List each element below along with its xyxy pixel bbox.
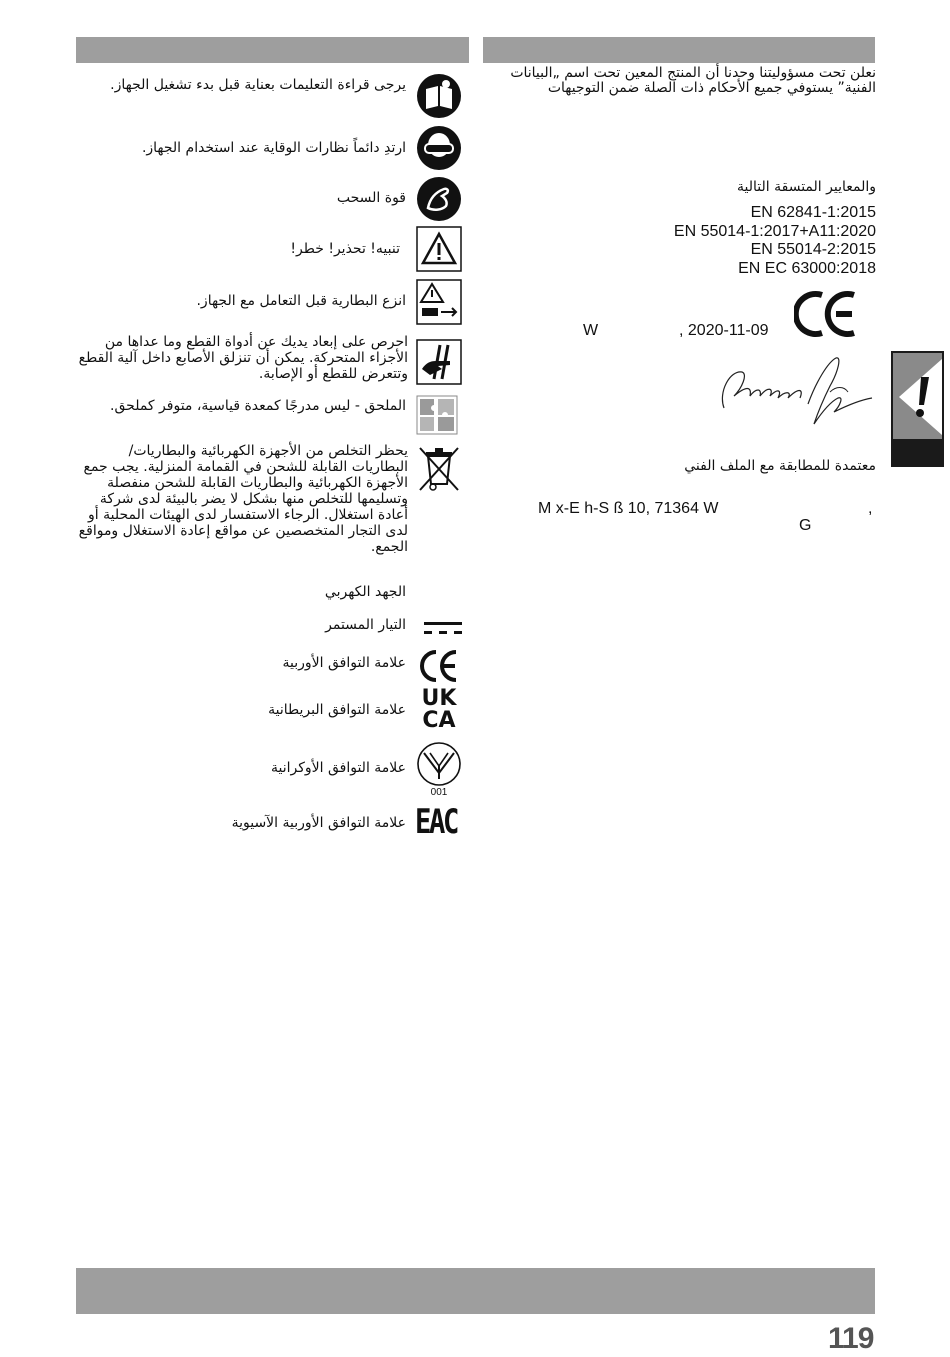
arm-strength-icon xyxy=(416,176,462,222)
safety-section-tab xyxy=(891,351,944,467)
right-header-bar xyxy=(483,37,875,63)
legend-row-pull-force xyxy=(76,176,466,222)
warning-triangle-icon xyxy=(416,226,462,272)
signature-image xyxy=(712,352,876,432)
direct-current-icon xyxy=(422,618,464,638)
left-header-bar xyxy=(76,37,469,63)
standards-list xyxy=(485,204,876,278)
legend-text: يرجى قراءة التعليمات بعناية قبل بدء تشغيل الجهاز. xyxy=(110,77,406,93)
crossed-bin-icon xyxy=(416,444,462,492)
legend-row-ukca xyxy=(76,688,466,736)
legend-text: انزع البطارية قبل التعامل مع الجهاز. xyxy=(196,293,406,309)
ce-mark-icon xyxy=(794,290,858,338)
standards-intro: والمعايير المتسقة التالية xyxy=(737,179,876,195)
legend-row-warning xyxy=(76,226,466,272)
place-initial: W xyxy=(583,322,599,339)
legend-row-goggles xyxy=(76,125,466,171)
read-manual-icon xyxy=(416,73,462,119)
ukca-mark-icon: UK CA xyxy=(421,686,457,733)
legend-row-remove-battery xyxy=(76,279,466,325)
legend-row-disposal xyxy=(76,442,466,570)
legend-text: الجهد الكهربي xyxy=(324,584,406,600)
legend-text: علامة التوافق الأوكرانية xyxy=(270,760,406,776)
standard-item: EN 62841-1:2015 xyxy=(750,204,876,221)
standard-item: EN EC 63000:2018 xyxy=(738,259,876,277)
standard-item: EN 55014-1:2017+A11:2020 xyxy=(673,222,876,240)
legend-text: علامة التوافق الأوربية xyxy=(282,655,406,671)
accessory-icon xyxy=(416,395,458,435)
legend-row-hand-hazard xyxy=(76,333,466,389)
hand-cut-hazard-icon xyxy=(416,339,462,385)
safety-goggles-icon xyxy=(416,125,462,171)
legend-text: الملحق - ليس مدرجًا كمعدة قياسية، متوفر كملحق. xyxy=(110,398,406,414)
technical-file-note: معتمدة للمطابقة مع الملف الفني xyxy=(684,458,876,474)
warning-exclamation-icon xyxy=(893,353,942,439)
conformity-declaration: نعلن تحت مسؤوليتنا وحدنا أن المنتج المعين تحت اسم „البيانات الفنية” يستوفي جميع الأحكام ذات الصلة ضمن التوجيهات xyxy=(510,65,876,96)
legend-text: يحظر التخلص من الأجهزة الكهربائية والبطاريات/البطاريات القابلة للشحن في القمامة المنزلية. يجب جمع الأجهزة الكهربائية والبطاريات القابلة للشحن منفصلة وتسليمها للتخلص منها بشكل لا يضر بالبيئة لدى شركة أعادة استغلال. الرجاء الاستفسار لدى الهيئات المحلية أو لدى التجار المتخصصين عن مواقع إعادة الاستغلال ومواقع الجمع. xyxy=(78,443,408,555)
ukraine-mark-icon xyxy=(416,741,462,787)
page-number: 119 xyxy=(828,1322,874,1355)
legend-row-ce xyxy=(76,646,466,686)
address-comma: , xyxy=(868,500,873,517)
legend-row-eac xyxy=(76,802,466,843)
legend-text: قوة السحب xyxy=(336,190,406,206)
legend-row-ukraine xyxy=(76,741,466,799)
legend-row-accessory xyxy=(76,395,466,435)
legend-text: ارتدِ دائماً نظارات الوقاية عند استخدام الجهاز. xyxy=(141,140,406,156)
standard-item: EN 55014-2:2015 xyxy=(750,241,876,258)
legend-text: تنبيه! تحذير! خطر! xyxy=(290,241,400,257)
legend-text: علامة التوافق البريطانية xyxy=(268,702,406,718)
legend-row-voltage xyxy=(76,582,466,604)
ukraine-mark-code: 001 xyxy=(430,787,448,798)
legend-row-read-manual xyxy=(76,73,466,123)
legend-text: التيار المستمر xyxy=(325,617,406,633)
manufacturer-address: M x-E h-S ß 10, 71364 W xyxy=(538,500,719,517)
legend-text: علامة التوافق الأوربية الآسيوية xyxy=(231,815,406,831)
ce-mark-icon xyxy=(416,648,460,684)
legend-text: احرص على إبعاد يديك عن أدواة القطع وما عداها من الأجزاء المتحركة. يمكن أن تنزلق الأصابع داخل آلية القطع وتتعرض للقطع أو الإصابة. xyxy=(78,334,408,382)
legend-row-direct-current xyxy=(76,614,466,642)
footer-bar xyxy=(76,1268,875,1314)
declaration-date: , 2020-11-09 xyxy=(679,322,769,339)
remove-battery-icon xyxy=(416,279,462,325)
address-country: G xyxy=(799,517,812,534)
eac-mark-icon: EAC xyxy=(415,802,457,842)
